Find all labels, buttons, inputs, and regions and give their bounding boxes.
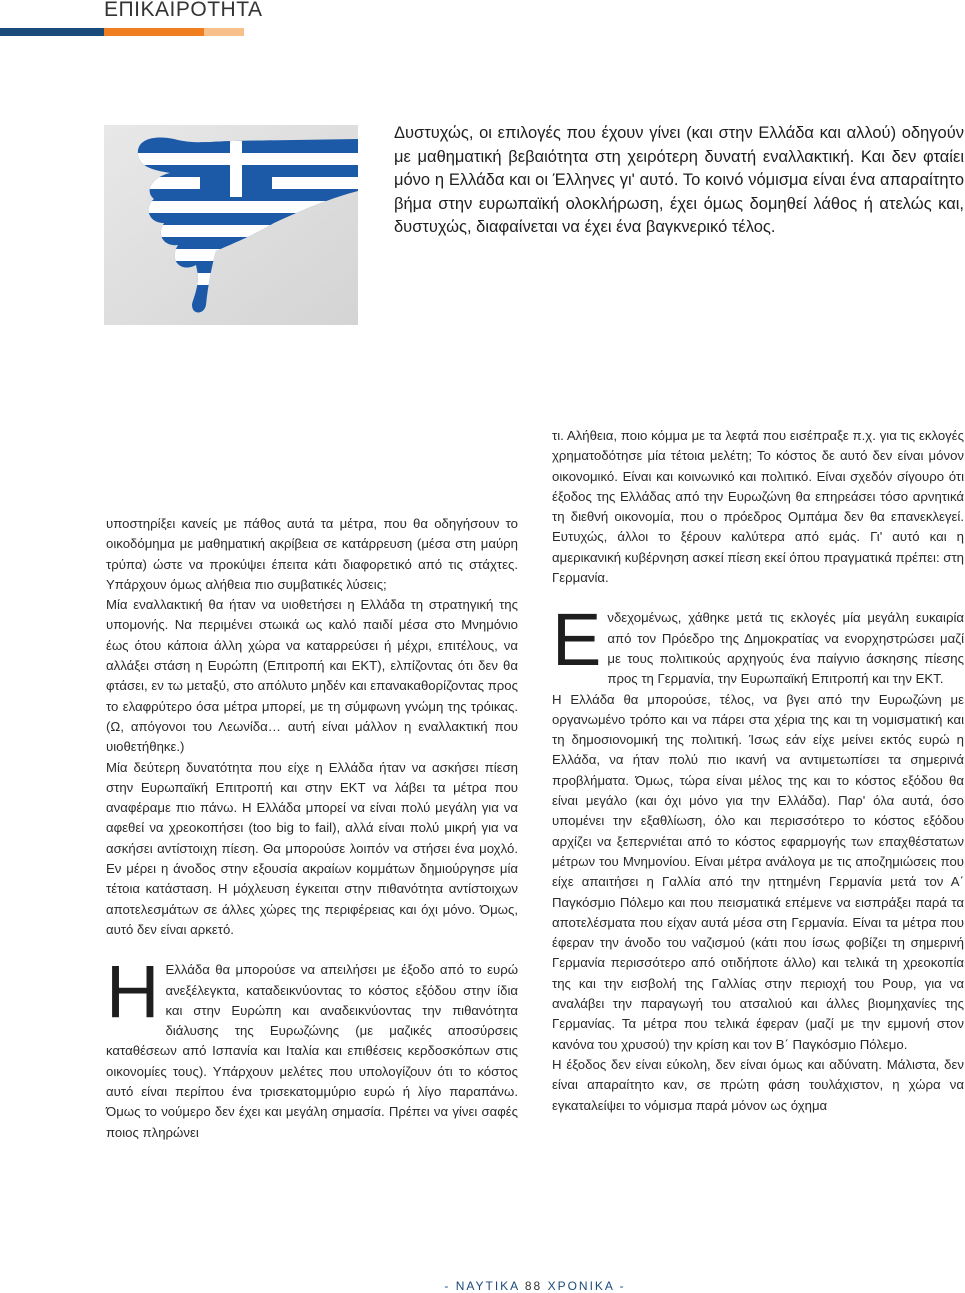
lead-paragraph: Δυστυχώς, οι επιλογές που έχουν γίνει (και στην Ελλάδα και αλλού) οδηγούν με μαθηματική βεβαιότητα στη χειρότερη δυνατή εναλλακτική. Και δεν φταίει μόνο η Ελλάδα και οι Έλληνες γι' αυτό. Το κοινό νόμισμα είναι ένα απαραίτητο βήμα στην ευρωπαϊκή ολοκλήρωση, έχει όμως δομηθεί λάθος ή ατελώς και, δυστυχώς, διαφαίνεται να έχει ένα βαγκνερικό τέλος.: [394, 124, 964, 236]
right-paragraph-2-text: νδεχομένως, χάθηκε μετά τις εκλογές μία μεγάλη ευκαιρία από τον Πρόεδρο της Δημοκρατίας να ενορχηστρώσει μαζί με τους πολιτικούς αρχηγούς ένα παίγνιο άσκησης πίεσης προς τη Γερμανία, την Ευρωπαϊκή Επιτροπή και την ΕΚΤ.: [607, 610, 964, 687]
page-number: 88: [524, 1279, 543, 1293]
drop-cap: Η: [106, 950, 160, 1034]
section-title: ΕΠΙΚΑΙΡΟΤΗΤΑ: [104, 0, 263, 21]
right-paragraph-3: Η Ελλάδα θα μπορούσε, τέλος, να βγει από την Ευρωζώνη με οργανωμένο τρόπο και να πάρει στα χέρια της και τη νομισματική και τη δημοσιονομική της πολιτική. Ίσως εάν είχε μείνει εκτός ευρώ η Ελλάδα, να ήταν πολύ πιο ικανή να αντιμετωπίσει τα σημερινά προβλήματα. Όμως, τώρα είναι μέλος της και το κόστος εξόδου θα είναι μεγάλο (και όχι μόνο για την Ελλάδα). Παρ' όλα αυτά, όσο υπομένει την εξαθλίωση, όλο και περισσότερο το κόστος εξόδου αρχίζει να ξεπερνιέται από το κόστος εφαρμογής των επαχθέστατων μέτρων του Μνημονίου. Είναι μέτρα ανάλογα με τις αποζημιώσεις που είχε απαιτήσει η Γαλλία από την ηττημένη Γερμανία μετά τον Α΄ Παγκόσμιο Πόλεμο και που πεισματικά επέμενε να εισπράξει παρά τα αποτελέσματα που είχαν αυτά μέσα στη Γερμανία. Είναι τα μέτρα που έφεραν την άνοδο του ναζισμού (κάτι που ίσως φοβίζει τη σημερινή Γερμανία περισσότερο από οτιδήποτε άλλο) και τελικά τη χρεοκοπία της και την εισβολή της Γαλλίας στην περιοχή του Ρουρ, για να αναλάβει την παραγωγή του ατσαλιού και άλλες βιομηχανίες της Γερμανίας. Τα μέτρα που τελικά έφεραν (μαζί με την εμμονή στον κανόνα του χρυσού) την κρίση και τον Β΄ Παγκόσμιο Πόλεμο.: [552, 691, 964, 1052]
header-rule-orange: [104, 28, 204, 36]
drop-cap: Ε: [552, 598, 602, 682]
footer-magazine-name-left: - ΝΑΥΤΙΚΑ: [444, 1279, 520, 1293]
left-paragraph-1: υποστηρίξει κανείς με πάθος αυτά τα μέτρα, που θα οδηγήσουν το οικοδόμημα με μαθηματική ακρίβεια σε κατάρρευση (μέσα στη μαύρη τρύπα) ώστε να προκύψει έπειτα κάτι διαφορετικό από τις στάχτες. Υπάρχουν όμως αλήθεια πιο συμβατικές λύσεις;: [106, 516, 518, 592]
header-rule-blue: [0, 28, 104, 36]
thumbs-down-greek-flag-icon: [104, 125, 358, 325]
left-paragraph-2: Μία εναλλακτική θα ήταν να υιοθετήσει η Ελλάδα τη στρατηγική της υπομονής. Να περιμένει στωικά ως καλό παιδί μέσα στο Μνημόνιο έως ότου κάποια άλλη χώρα να καταρρεύσει ή μέχρι, επιτέλους, να αλλάξει στάση η Ευρώπη (Επιτροπή και ΕΚΤ), ελπίζοντας ότι δεν θα φτάσει, εν τω μεταξύ, στο απόλυτο μηδέν και επανακαθορίζοντας προς το ελαφρύτερο όσα μέτρα μπορεί, με τη σύμφωνη γνώμη της τρόικας. (Ω, απόγονοι του Λεωνίδα… αυτή είναι μάλλον η εναλλακτική που υιοθετήθηκε.): [106, 597, 518, 755]
footer-magazine-name-right: ΧΡΟΝΙΚΑ -: [547, 1279, 626, 1293]
left-paragraph-4-text: Ελλάδα θα μπορούσε να απειλήσει με έξοδο από το ευρώ ανεξέλεγκτα, καταδεικνύοντας το κόστος εξόδου στην ίδια και στην Ευρώπη και αναδεικνύοντας την πιθανότητα διάλυσης της Ευρωζώνης (με μαζικές αποσύρσεις καταθέσεων από Ισπανία και Ιταλία και επιθέσεις κερδοσκόπων στις οικονομίες τους). Υπάρχουν μελέτες που υπολογίζουν ότι το κόστος αυτό είναι περίπου ένα τρισεκατομμύριο ευρώ ή λίγο παραπάνω. Όμως το νούμερο δεν έχει και μεγάλη σημασία. Πρέπει να γίνει σαφές ποιος πληρώνει: [106, 962, 518, 1140]
right-column: [552, 426, 964, 1116]
right-paragraph-1: τι. Αλήθεια, ποιο κόμμα με τα λεφτά που εισέπραξε π.χ. για τις εκλογές χρηματοδότησε μία τέτοια μελέτη; Το κόστος δε αυτό δεν είναι μόνον οικονομικό. Είναι και κοινωνικό και πολιτικό. Είναι σχεδόν σίγουρο ότι έξοδος της Ελλάδας από την Ευρωζώνη θα επηρεάσει τόσο αρνητικά τη διεθνή οικονομία, που ο πρόεδρος Ομπάμα δεν θα επανεκλεγεί. Ευτυχώς, άλλοι το ξέρουν καλύτερα από εμάς. Γι' αυτό και η αμερικανική κυβέρνηση ασκεί πίεση εκεί όπου πραγματικά πρέπει: στη Γερμανία.: [552, 428, 964, 586]
left-paragraph-3: Μία δεύτερη δυνατότητα που είχε η Ελλάδα ήταν να ασκήσει πίεση στην Ευρωπαϊκή Επιτροπή και στην ΕΚΤ να λάβει τα μέτρα που αναφέραμε πιο πάνω. Η Ελλάδα μπορεί να είναι πολύ μεγάλη για να αφεθεί να χρεοκοπήσει (too big to fail), αλλά είναι πολύ μικρή για να ασκήσει αντίστοιχη πίεση. Θα μπορούσε λοιπόν να στήσει ένα μοχλό. Εν μέρει η άνοδος στην εξουσία ακραίων κομμάτων δημιούργησε μία τέτοια κατάσταση. Η μόχλευση έγκειται στην πιθανότητα αντίστοιχων αποτελεσμάτων σε άλλες χώρες της περιφέρειας και όχι μόνο. Όμως, αυτό δεν είναι αρκετό.: [106, 759, 518, 937]
left-paragraph-4: [106, 950, 518, 1143]
header-rule-light: [204, 28, 244, 36]
left-column: [106, 514, 518, 1143]
right-paragraph-4: Η έξοδος δεν είναι εύκολη, δεν είναι όμως και αδύνατη. Μάλιστα, δεν είναι απαραίτητο καν, σε πρώτη φάση τουλάχιστον, η χώρα να εγκαταλείψει το νόμισμα παρά μόνον ως όχημα: [552, 1056, 964, 1113]
right-paragraph-2: [552, 598, 964, 689]
